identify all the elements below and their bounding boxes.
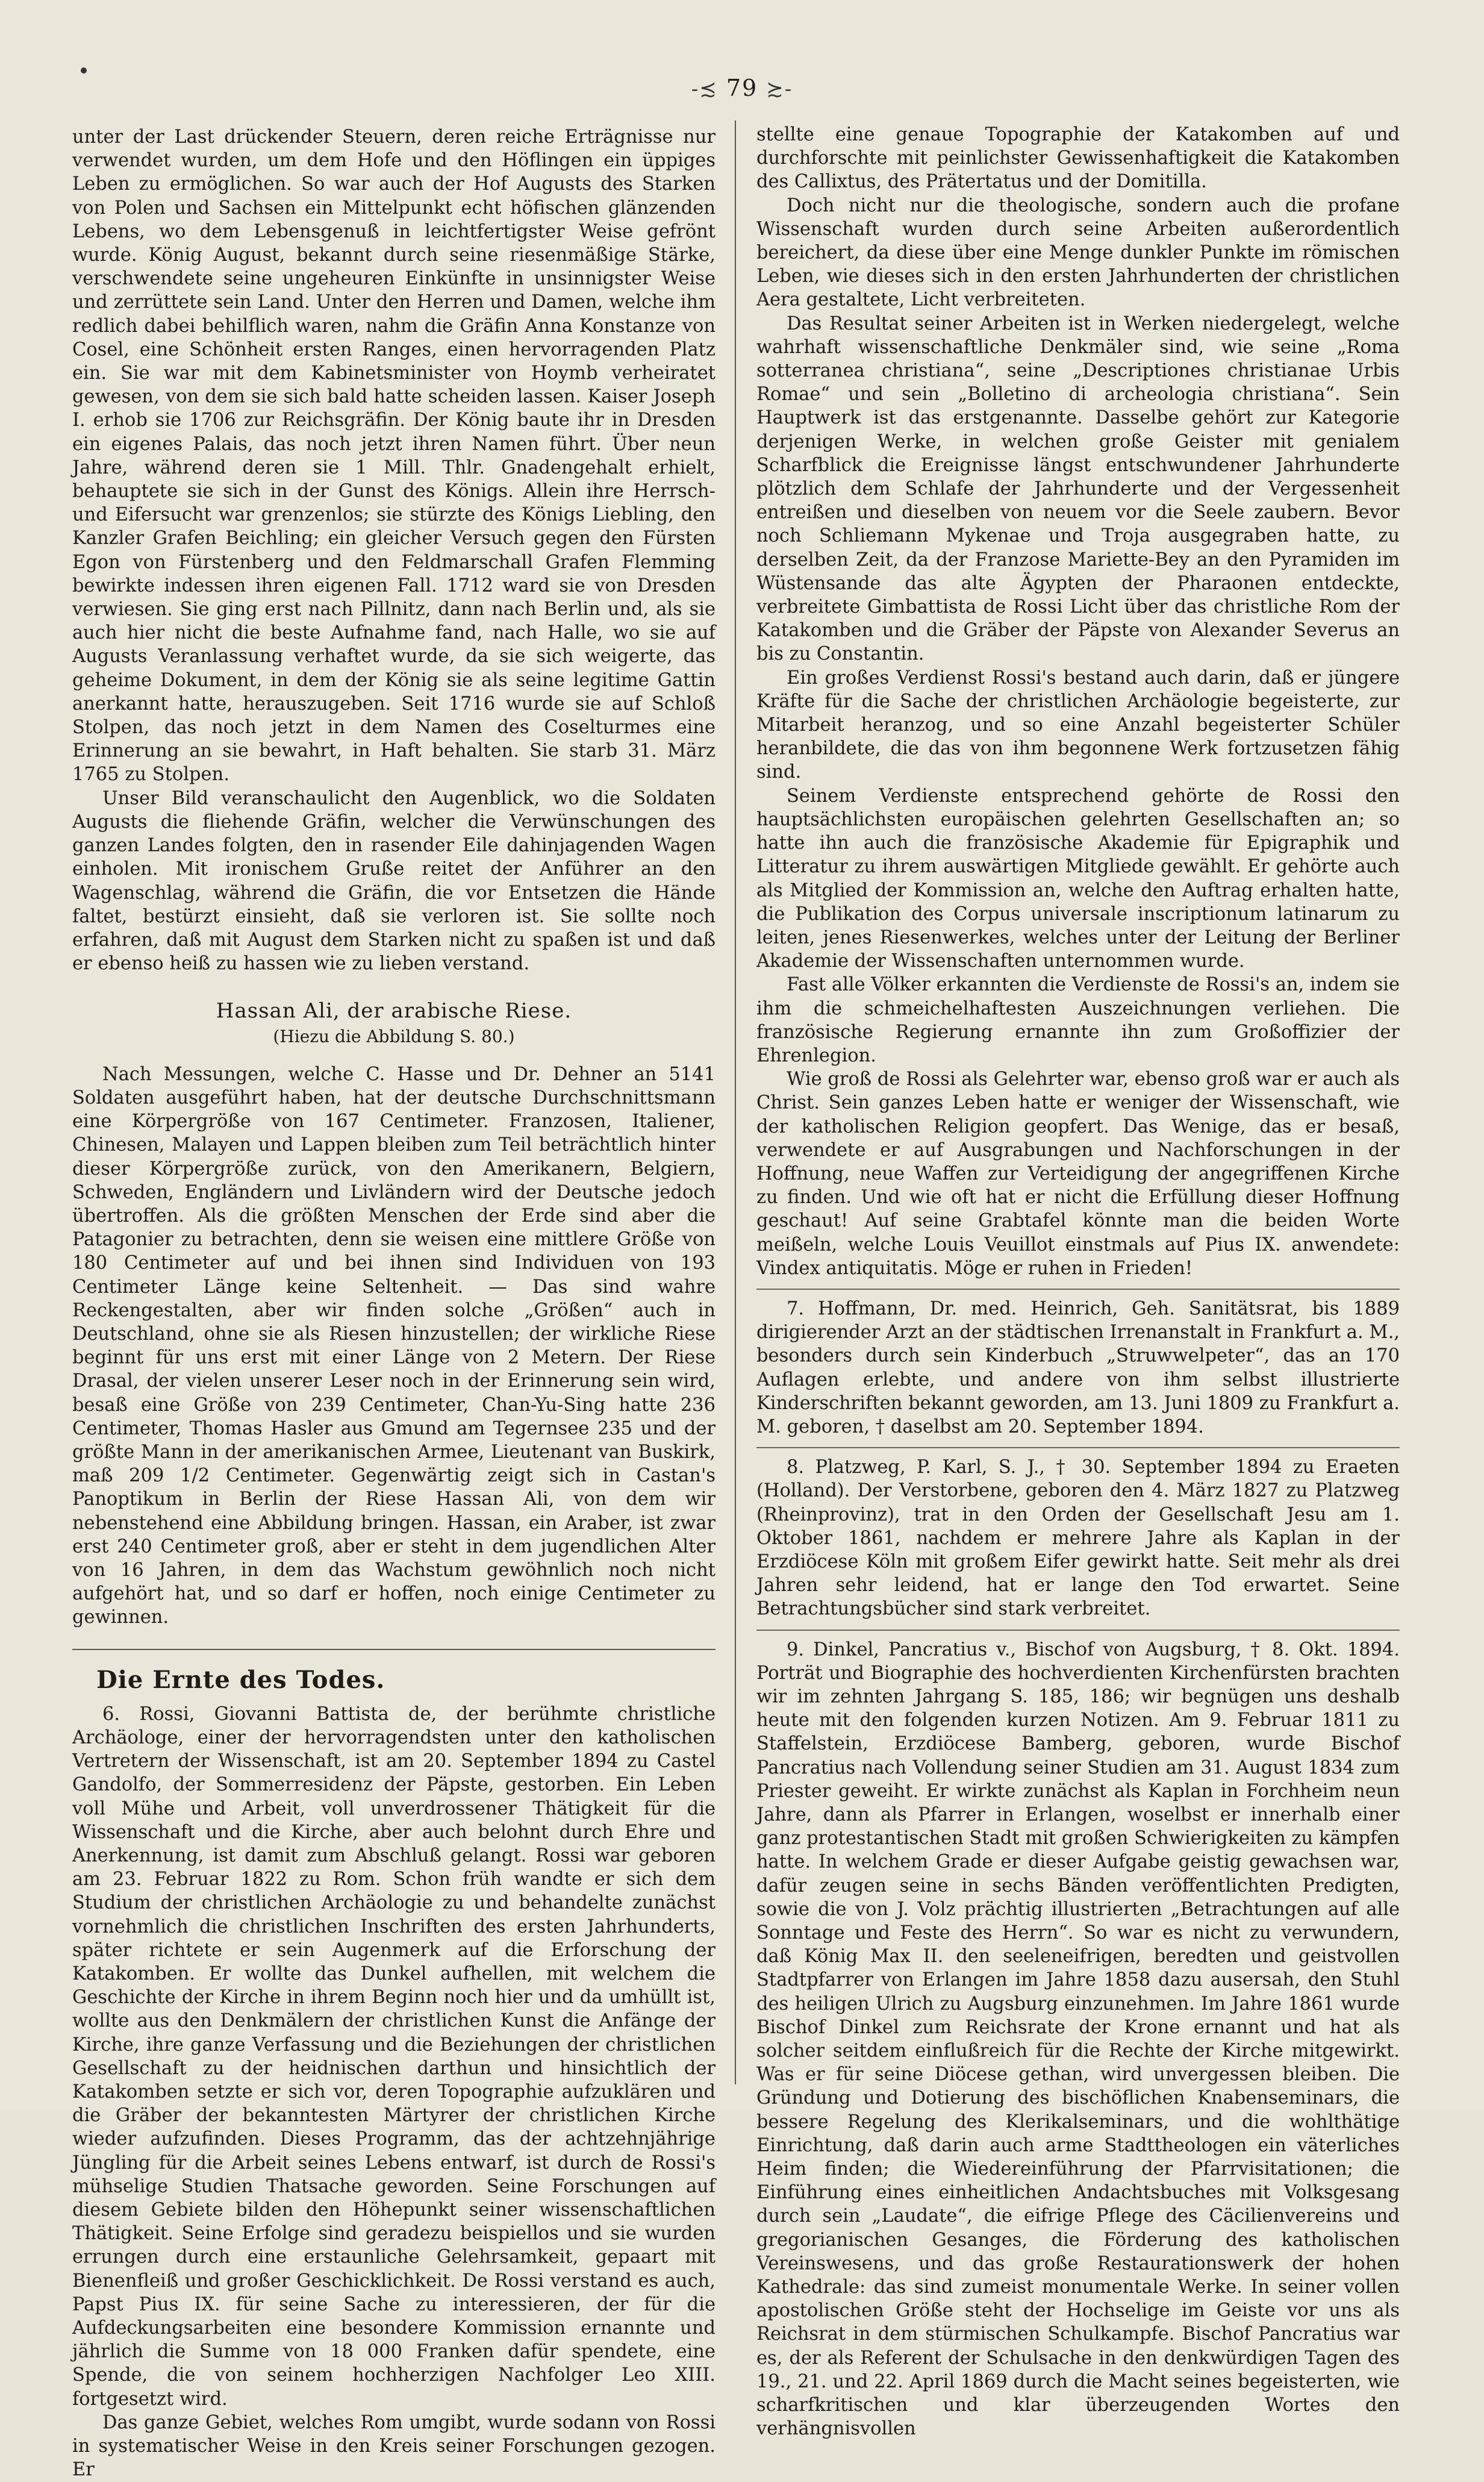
entry-rule-8	[756, 1447, 1400, 1448]
ornament-left: -≾	[691, 77, 718, 101]
rossi-paragraph-2: Das ganze Gebiet, welches Rom umgibt, wurde sodann von Rossi in systematischer Weise in den Kreis seiner Forschungen gezogen. Er	[72, 2412, 716, 2481]
rossi-werke-paragraph: Das Resultat seiner Arbeiten ist in Werken niedergelegt, welche wahrhaft wissenschaftliche Denkmäler sind, wie seine „Roma sotterranea christiana“, seine „Descriptiones christianae Urbis Romae“ und sein „Bolletino di archeologia christiana“. Sein Hauptwerk ist das erstgenannte. Dasselbe gehört zur Kategorie derjenigen Werke, in welchen große Geister mit genialem Scharfblick die Ereignisse längst entschwundener Jahrhunderte plötzlich dem Schlafe der Jahrhunderte und der Vergessenheit entreißen und dieselben von neuem vor die Seele zaubern. Bevor noch Schliemann Mykenae und Troja ausgegraben hatte, zu derselben Zeit, da der Franzose Mariette-Bey an den Pyramiden im Wüstensande das alte Ägypten der Pharaonen entdeckte, verbreitete Gimbattista de Rossi Licht über das christliche Rom der Katakomben und die Gräber der Päpste von Alexander Severus an bis zu Constantin.	[756, 313, 1400, 665]
page-header	[0, 75, 1484, 101]
section-rule	[72, 1649, 716, 1650]
entry-rule-9	[756, 1630, 1400, 1631]
ornament-right: ≿-	[766, 77, 793, 101]
rossi-profane-paragraph: Doch nicht nur die theologische, sondern auch die profane Wissenschaft wurden durch seine Arbeiten außerordentlich bereichert, da diese über eine Menge dunkler Punkte im römischen Leben, wie dieses sich in den ersten Jahrhunderten der christlichen Aera gestaltete, Licht verbreiteten.	[756, 195, 1400, 311]
hassan-heading: Hassan Ali, der arabische Riese.	[216, 999, 572, 1024]
column-divider	[735, 120, 736, 2084]
dinkel-entry: 9. Dinkel, Pancratius v., Bischof von Augsburg, † 8. Okt. 1894. Porträt und Biographie des hochverdienten Kirchenfürsten brachten wir im zehnten Jahrgang S. 185, 186; wir begnügen uns deshalb heute mit den folgenden kurzen Notizen. Am 9. Februar 1811 zu Staffelstein, Erzdiöcese Bamberg, geboren, wurde Bischof Pancratius nach Vollendung seiner Studien am 31. August 1834 zum Priester geweiht. Er wirkte zunächst als Kaplan in Forchheim neun Jahre, dann als Pfarrer in Erlangen, woselbst er innerhalb einer ganz protestantischen Stadt mit großen Schwierigkeiten zu kämpfen hatte. In welchem Grade er dieser Aufgabe geistig gewachsen war, dafür zeugen seine in sechs Bänden veröffentlichten Predigten, sowie die von J. Volz prächtig illustrierten „Betrachtungen auf alle Sonntage und Feste des Herrn“. So war es nicht zu verwundern, daß König Max II. den seeleneifrigen, beredten und geistvollen Stadtpfarrer von Erlangen im Jahre 1858 dazu ausersah, den Stuhl des heiligen Ulrich zu Augsburg einzunehmen. Im Jahre 1861 wurde Bischof Dinkel zum Reichsrate der Krone ernannt und hat als solcher seitdem einflußreich für die Rechte der Kirche mitgewirkt. Was er für seine Diöcese gethan, wird unvergessen bleiben. Die Gründung und Dotierung des bischöflichen Knabenseminars, die bessere Regelung des Klerikalseminars, und die wohlthätige Einrichtung, daß darin auch arme Stadttheologen ein väterliches Heim finden; die Wiedereinführung der Pfarrvisitationen; die Einführung eines einheitlichen Andachtsbuches mit Volksgesang durch sein „Laudate“, die eifrige Pflege des Cäcilienvereins und gregorianischen Gesanges, die Förderung des katholischen Vereinswesens, und das große Restaurationswerk der hohen Kathedrale: das sind zumeist monumentale Werke. In seiner vollen apostolischen Größe steht der Hochselige im Geiste vor uns als Reichsrat in dem stürmischen Schulkampfe. Bischof Pancratius war es, der als Referent der Schulsache in den denkwürdigen Tagen des 19., 21. und 22. April 1869 durch die Macht seines begeisterten, wie scharfkritischen und klar überzeugenden Wortes den verhängnisvollen	[756, 1639, 1400, 2440]
bild-paragraph: Unser Bild veranschaulicht den Augenblick, wo die Soldaten Augusts die fliehende Gräfin, welcher die Verwünschungen des ganzen Landes folgten, den in rasender Eile dahinjagenden Wagen einholen. Mit ironischem Gruße reitet der Anführer an den Wagenschlag, während die Gräfin, die vor Entsetzen die Hände faltet, bestürzt einsieht, daß sie verloren ist. Sie sollte noch erfahren, daß mit August dem Starken nicht zu spaßen ist und daß er ebenso heiß zu hassen wie zu lieben verstand.	[72, 787, 716, 975]
right-column	[756, 123, 1400, 2441]
rossi-voelker-paragraph: Fast alle Völker erkannten die Verdienste de Rossi's an, indem sie ihm die schmeichelhaftesten Auszeichnungen verliehen. Die französische Regierung ernannte ihn zum Großoffizier der Ehrenlegion.	[756, 974, 1400, 1066]
rossi-continued: stellte eine genaue Topographie der Katakomben auf und durchforschte mit peinlichster Gewissenhaftigkeit die Katakomben des Callixtus, des Prätertatus und der Domitilla.	[756, 124, 1400, 193]
hassan-subheading: (Hiezu die Abbildung S. 80.)	[273, 1026, 515, 1046]
margin-dot	[81, 67, 87, 73]
entry-rule-7	[756, 1289, 1400, 1290]
platzweg-entry: 8. Platzweg, P. Karl, S. J., † 30. September 1894 zu Eraeten (Holland). Der Verstorbene, geboren den 4. März 1827 zu Platzweg (Rheinprovinz), trat in den Orden der Gesellschaft Jesu am 1. Oktober 1861, nachdem er mehrere Jahre als Kaplan in der Erzdiöcese Köln mit großem Eifer gewirkt hatte. Seit mehr als drei Jahren sehr leidend, hat er lange den Tod erwartet. Seine Betrachtungsbücher sind stark verbreitet.	[756, 1457, 1400, 1620]
hoffmann-entry: 7. Hoffmann, Dr. med. Heinrich, Geh. Sanitätsrat, bis 1889 dirigierender Arzt an der städtischen Irrenanstalt in Frankfurt a. M., besonders durch sein Kinderbuch „Struwwelpeter“, das an 170 Auflagen erlebte, und andere von ihm selbst illustrierte Kinderschriften bekannt geworden, am 13. Juni 1809 zu Frankfurt a. M. geboren, † daselbst am 20. September 1894.	[756, 1298, 1400, 1437]
cosel-paragraph: unter der Last drückender Steuern, deren reiche Erträgnisse nur verwendet wurden, um dem Hofe und den Höflingen ein üppiges Leben zu ermöglichen. So war auch der Hof Augusts des Starken von Polen und Sachsen ein Mittelpunkt echt höfischen glänzenden Lebens, wo dem Lebensgenuß in leichtfertigster Weise gefrönt wurde. König August, bekannt durch seine riesenmäßige Stärke, verschwendete seine ungeheuren Einkünfte in unsinnigster Weise und zerrüttete sein Land. Unter den Herren und Damen, welche ihm redlich dabei behilflich waren, nahm die Gräfin Anna Konstanze von Cosel, eine Schönheit ersten Ranges, einen hervorragenden Platz ein. Sie war mit dem Kabinetsminister von Hoymb verheiratet gewesen, von dem sie sich bald hatte scheiden lassen. Kaiser Joseph I. erhob sie 1706 zur Reichsgräfin. Der König baute ihr in Dresden ein eigenes Palais, das noch jetzt ihren Namen führt. Über neun Jahre, während deren sie 1 Mill. Thlr. Gnadengehalt erhielt, behauptete sie sich in der Gunst des Königs. Allein ihre Herrsch- und Eifersucht war grenzenlos; sie stürzte des Königs Liebling, den Kanzler Grafen Beichling; ein gleicher Versuch gegen den Fürsten Egon von Fürstenberg und den Feldmarschall Grafen Flemming bewirkte indessen ihren eigenen Fall. 1712 ward sie von Dresden verwiesen. Sie ging erst nach Pillnitz, dann nach Berlin und, als sie auch hier nicht die beste Aufnahme fand, nach Halle, wo sie auf Augusts Veranlassung verhaftet wurde, da sie sich weigerte, das geheime Dokument, in dem der König sie als seine legitime Gattin anerkannt hatte, herauszugeben. Seit 1716 wurde sie auf Schloß Stolpen, das noch jetzt in dem Namen des Coselturmes eine Erinnerung an sie bewahrt, in Haft behalten. Sie starb 31. März 1765 zu Stolpen.	[72, 127, 716, 786]
rossi-paragraph: 6. Rossi, Giovanni Battista de, der berühmte christliche Archäologe, einer der hervorragendsten unter den katholischen Vertretern der Wissenschaft, ist am 20. September 1894 zu Castel Gandolfo, der Sommerresidenz der Päpste, gestorben. Ein Leben voll Mühe und Arbeit, voll unverdrossener Thätigkeit für die Wissenschaft und die Kirche, aber auch belohnt durch Ehre und Anerkennung, ist damit zum Abschluß gelangt. Rossi war geboren am 23. Februar 1822 zu Rom. Schon früh wandte er sich dem Studium der christlichen Archäologie zu und behandelte zunächst vornehmlich die christlichen Inschriften des ersten Jahrhunderts, später richtete er sein Augenmerk auf die Erforschung der Katakomben. Er wollte das Dunkel aufhellen, mit welchem die Geschichte der Kirche in ihrem Beginn noch hier und da umhüllt ist, wollte aus den Denkmälern der christlichen Kunst die Anfänge der Kirche, ihre ganze Verfassung und die Beziehungen der christlichen Gesellschaft zu der heidnischen darthun und hinsichtlich der Katakomben setzte er sich vor, deren Topographie aufzuklären und die Gräber der bekanntesten Märtyrer der christlichen Kirche wieder aufzufinden. Dieses Programm, das der achtzehnjährige Jüngling für die Arbeit seines Lebens entwarf, ist durch de Rossi's mühselige Studien Thatsache geworden. Seine Forschungen auf diesem Gebiete bilden den Höhepunkt seiner wissenschaftlichen Thätigkeit. Seine Erfolge sind geradezu beispiellos und sie wurden errungen durch eine erstaunliche Gelehrsamkeit, gepaart mit Bienenfleiß und großer Geschicklichkeit. De Rossi verstand es auch, Papst Pius IX. für seine Sache zu interessieren, der für die Aufdeckungsarbeiten eine besondere Kommission ernannte und jährlich die Summe von 18 000 Franken dafür spendete, eine Spende, die von seinem hochherzigen Nachfolger Leo XIII. fortgesetzt wird.	[72, 1703, 716, 2410]
ernte-heading: Die Ernte des Todes.	[96, 1665, 385, 1694]
hassan-paragraph: Nach Messungen, welche C. Hasse und Dr. Dehner an 5141 Soldaten ausgeführt haben, hat der deutsche Durchschnittsmann eine Körpergröße von 167 Centimeter. Franzosen, Italiener, Chinesen, Malayen und Lappen bleiben zum Teil beträchtlich hinter dieser Körpergröße zurück, von den Amerikanern, Belgiern, Schweden, Engländern und Livländern wird der Deutsche jedoch übertroffen. Als die größten Menschen der Erde sind aber die Patagonier zu betrachten, denn sie weisen eine mittlere Größe von 180 Centimeter auf und bei ihnen sind Individuen von 193 Centimeter Länge keine Seltenheit. — Das sind wahre Reckengestalten, aber wir finden solche „Größen“ auch in Deutschland, ohne sie als Riesen hinzustellen; der wirkliche Riese beginnt für uns erst mit einer Länge von 2 Metern. Der Riese Drasal, der vielen unserer Leser noch in der Erinnerung sein wird, besaß eine Größe von 239 Centimeter, Chan-Yu-Sing hatte 236 Centimeter, Thomas Hasler aus Gmund am Tegernsee 235 und der größte Mann in der amerikanischen Armee, Lieutenant van Buskirk, maß 209 1/2 Centimeter. Gegenwärtig zeigt sich in Castan's Panoptikum in Berlin der Riese Hassan Ali, von dem wir nebenstehend eine Abbildung bringen. Hassan, ein Araber, ist zwar erst 240 Centimeter groß, aber er steht in dem jugendlichen Alter von 16 Jahren, in dem das Wachstum gewöhnlich noch nicht aufgehört hat, und so darf er hoffen, noch einige Centimeter zu gewinnen.	[72, 1063, 716, 1628]
page-number: 79	[726, 75, 758, 101]
left-column	[72, 125, 716, 2482]
rossi-gesellschaften-paragraph: Seinem Verdienste entsprechend gehörte de Rossi den hauptsächlichsten europäischen gelehrten Gesellschaften an; so hatte ihn auch die französische Akademie für Epigraphik und Litteratur zu ihrem auswärtigen Mitgliede gewählt. Er gehörte auch als Mitglied der Kommission an, welche den Auftrag erhalten hatte, die Publikation des Corpus universale inscriptionum latinarum zu leiten, jenes Riesenwerkes, welches unter der Leitung der Berliner Akademie der Wissenschaften unternommen wurde.	[756, 785, 1400, 972]
rossi-christ-paragraph: Wie groß de Rossi als Gelehrter war, ebenso groß war er auch als Christ. Sein ganzes Leben hatte er weniger der Wissenschaft, wie der katholischen Religion geopfert. Das Wenige, das er besaß, verwendete er auf Ausgrabungen und Nachforschungen in der Hoffnung, neue Waffen zur Verteidigung der angegriffenen Kirche zu finden. Und wie oft hat er nicht die Erfüllung dieser Hoffnung geschaut! Auf seine Grabtafel könnte man die beiden Worte meißeln, welche Louis Veuillot einstmals auf Pius IX. anwendete: Vindex antiquitatis. Möge er ruhen in Frieden!	[756, 1069, 1400, 1279]
rossi-verdienst-paragraph: Ein großes Verdienst Rossi's bestand auch darin, daß er jüngere Kräfte für die Sache der christlichen Archäologie begeisterte, zur Mitarbeit heranzog, und so eine Anzahl begeisterter Schüler heranbildete, die das von ihm begonnene Werk fortzusetzen fähig sind.	[756, 667, 1400, 783]
